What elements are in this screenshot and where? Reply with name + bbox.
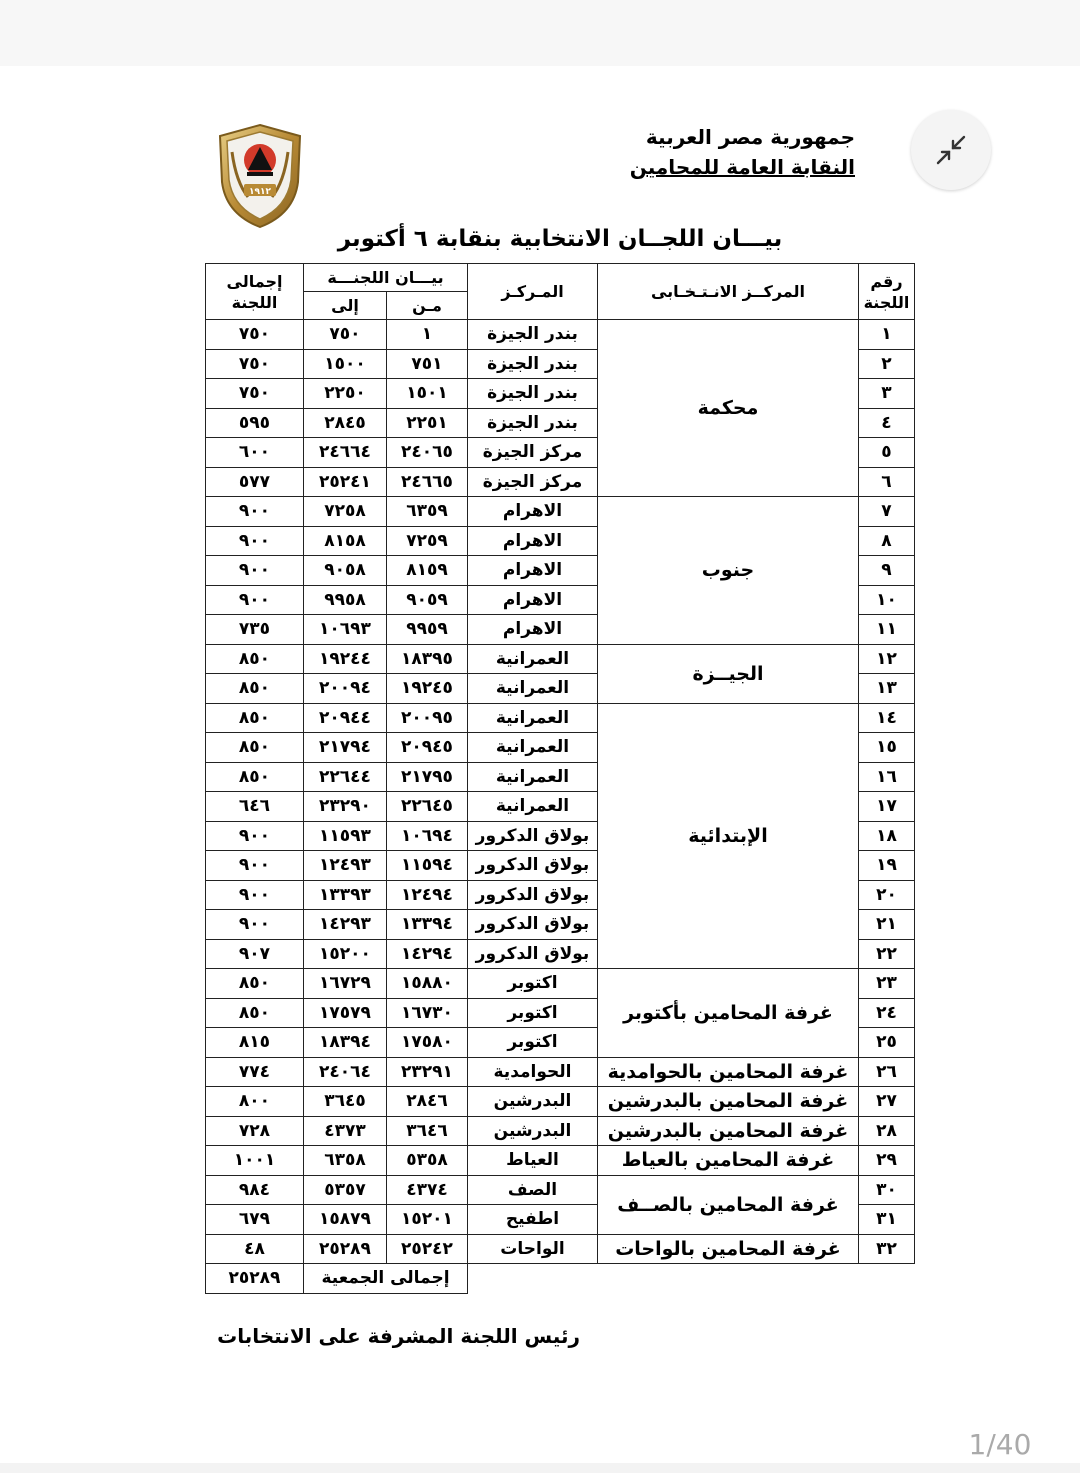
committee-total: ٥٩٥ <box>206 408 304 438</box>
range-to: ٧٢٥٨ <box>304 497 387 527</box>
table-row <box>206 1234 915 1264</box>
table-row <box>206 320 915 350</box>
electoral-center: غرفة المحامين بالعياط <box>598 1146 859 1176</box>
range-to: ٧٥٠ <box>304 320 387 350</box>
range-to: ٢٥٢٨٩ <box>304 1234 387 1264</box>
range-to: ١٤٢٩٣ <box>304 910 387 940</box>
committee-number: ٢٦ <box>859 1057 915 1087</box>
range-to: ١٢٤٩٣ <box>304 851 387 881</box>
markaz-name: بولاق الدكرور <box>468 910 598 940</box>
range-to: ١٠٦٩٣ <box>304 615 387 645</box>
range-to: ١٥٨٧٩ <box>304 1205 387 1235</box>
markaz-name: الاهرام <box>468 585 598 615</box>
range-from: ٦٣٥٩ <box>387 497 468 527</box>
markaz-name: العمرانية <box>468 733 598 763</box>
markaz-name: بندر الجيزة <box>468 349 598 379</box>
range-to: ٨١٥٨ <box>304 526 387 556</box>
markaz-name: اطفيح <box>468 1205 598 1235</box>
electoral-center: الجيــزة <box>598 644 859 703</box>
range-from: ٣٦٤٦ <box>387 1116 468 1146</box>
committee-total: ٧٢٨ <box>206 1116 304 1146</box>
range-from: ٢٣٢٩١ <box>387 1057 468 1087</box>
range-to: ١٣٣٩٣ <box>304 880 387 910</box>
range-from: ٩٩٥٩ <box>387 615 468 645</box>
committee-number: ١٣ <box>859 674 915 704</box>
range-from: ١٥٢٠١ <box>387 1205 468 1235</box>
range-to: ٤٣٧٣ <box>304 1116 387 1146</box>
committees-table <box>205 263 915 1294</box>
markaz-name: الاهرام <box>468 497 598 527</box>
electoral-center: غرفة المحامين بالحوامدية <box>598 1057 859 1087</box>
range-to: ١٩٢٤٤ <box>304 644 387 674</box>
committee-total: ٧٥٠ <box>206 379 304 409</box>
bar-association-emblem-icon <box>214 122 306 230</box>
committee-total: ٩٠٠ <box>206 585 304 615</box>
range-from: ١٧٥٨٠ <box>387 1028 468 1058</box>
letterhead <box>600 122 855 182</box>
committee-number: ١٢ <box>859 644 915 674</box>
table-row <box>206 1087 915 1117</box>
committee-number: ٢ <box>859 349 915 379</box>
electoral-center: جنوب <box>598 497 859 645</box>
table-row <box>206 497 915 527</box>
table-row <box>206 1175 915 1205</box>
committee-number: ٢٩ <box>859 1146 915 1176</box>
table-row <box>206 1146 915 1176</box>
markaz-name: العمرانية <box>468 644 598 674</box>
committee-number: ٢٧ <box>859 1087 915 1117</box>
committee-total: ٩٠٠ <box>206 851 304 881</box>
committee-total: ٦٤٦ <box>206 792 304 822</box>
markaz-name: البدرشين <box>468 1116 598 1146</box>
header-markaz: المـركـز <box>468 264 598 320</box>
range-from: ٩٠٥٩ <box>387 585 468 615</box>
committee-total: ٥٧٧ <box>206 467 304 497</box>
range-from: ١٥٠١ <box>387 379 468 409</box>
range-from: ١٨٣٩٥ <box>387 644 468 674</box>
range-to: ٢١٧٩٤ <box>304 733 387 763</box>
grand-total-spacer <box>468 1264 915 1294</box>
committee-total: ٩٠٠ <box>206 556 304 586</box>
committee-total: ٧٧٤ <box>206 1057 304 1087</box>
committee-total: ٩٠٠ <box>206 821 304 851</box>
range-from: ٤٣٧٤ <box>387 1175 468 1205</box>
markaz-name: العمرانية <box>468 674 598 704</box>
electoral-center: غرفة المحامين بالواحات <box>598 1234 859 1264</box>
viewer-bottom-bar <box>0 1463 1080 1473</box>
markaz-name: بولاق الدكرور <box>468 939 598 969</box>
range-from: ٢٥٢٤٢ <box>387 1234 468 1264</box>
committee-total: ٧٥٠ <box>206 349 304 379</box>
markaz-name: اكتوبر <box>468 1028 598 1058</box>
committee-number: ٥ <box>859 438 915 468</box>
committee-number: ٤ <box>859 408 915 438</box>
range-from: ٨١٥٩ <box>387 556 468 586</box>
range-to: ١٥٢٠٠ <box>304 939 387 969</box>
electoral-center: غرفة المحامين بالصــف <box>598 1175 859 1234</box>
logo-year: ١٩١٢ <box>249 187 271 197</box>
committee-total: ٩٠٠ <box>206 497 304 527</box>
committee-total: ٨٥٠ <box>206 969 304 999</box>
committee-total: ٨٥٠ <box>206 644 304 674</box>
markaz-name: بندر الجيزة <box>468 408 598 438</box>
markaz-name: العمرانية <box>468 762 598 792</box>
committee-total: ٨٥٠ <box>206 762 304 792</box>
markaz-name: العمرانية <box>468 703 598 733</box>
table-row <box>206 644 915 674</box>
markaz-name: بولاق الدكرور <box>468 880 598 910</box>
table-row <box>206 1116 915 1146</box>
committee-total: ٤٨ <box>206 1234 304 1264</box>
committee-number: ٢٢ <box>859 939 915 969</box>
range-to: ٢٣٢٩٠ <box>304 792 387 822</box>
committee-number: ٢٤ <box>859 998 915 1028</box>
committee-number: ٣٠ <box>859 1175 915 1205</box>
range-from: ١٩٢٤٥ <box>387 674 468 704</box>
committee-total: ٨٥٠ <box>206 703 304 733</box>
range-to: ١٨٣٩٤ <box>304 1028 387 1058</box>
range-from: ١٠٦٩٤ <box>387 821 468 851</box>
committee-number: ٦ <box>859 467 915 497</box>
committee-total: ٨٠٠ <box>206 1087 304 1117</box>
committee-total: ٨٥٠ <box>206 998 304 1028</box>
committee-number: ٣ <box>859 379 915 409</box>
committee-number: ٩ <box>859 556 915 586</box>
markaz-name: الصف <box>468 1175 598 1205</box>
markaz-name: بولاق الدكرور <box>468 821 598 851</box>
range-from: ١ <box>387 320 468 350</box>
markaz-name: الاهرام <box>468 615 598 645</box>
committee-total: ٩٠٧ <box>206 939 304 969</box>
committee-number: ٢٥ <box>859 1028 915 1058</box>
markaz-name: مركز الجيزة <box>468 438 598 468</box>
electoral-center: غرفة المحامين بالبدرشين <box>598 1116 859 1146</box>
range-from: ١٥٨٨٠ <box>387 969 468 999</box>
committee-total: ٦٠٠ <box>206 438 304 468</box>
range-to: ٥٣٥٧ <box>304 1175 387 1205</box>
markaz-name: العمرانية <box>468 792 598 822</box>
range-from: ١٦٧٣٠ <box>387 998 468 1028</box>
grand-total-label: إجمالى الجمعية <box>304 1264 468 1294</box>
electoral-center: الإبتدائية <box>598 703 859 969</box>
committee-total: ٩٠٠ <box>206 526 304 556</box>
committee-total: ٨٥٠ <box>206 674 304 704</box>
grand-total-value: ٢٥٢٨٩ <box>206 1264 304 1294</box>
range-to: ٢٥٢٤١ <box>304 467 387 497</box>
range-to: ٩٩٥٨ <box>304 585 387 615</box>
organization-name: النقابة العامة للمحامين <box>629 155 855 179</box>
header-electoral-center: المركــز الانـتـخـابى <box>598 264 859 320</box>
range-from: ١٤٢٩٤ <box>387 939 468 969</box>
committee-number: ٢١ <box>859 910 915 940</box>
range-to: ٢٤٦٦٤ <box>304 438 387 468</box>
collapse-arrows-icon <box>934 133 968 167</box>
range-to: ٢٨٤٥ <box>304 408 387 438</box>
markaz-name: الحوامدية <box>468 1057 598 1087</box>
minimize-button[interactable] <box>911 110 991 190</box>
range-to: ٢٤٠٦٤ <box>304 1057 387 1087</box>
range-to: ١١٥٩٣ <box>304 821 387 851</box>
committee-number: ٣١ <box>859 1205 915 1235</box>
committee-total: ٨١٥ <box>206 1028 304 1058</box>
markaz-name: اكتوبر <box>468 969 598 999</box>
header-committee-number: رقم اللجنة <box>859 264 915 320</box>
header-committee-total: إجمالى اللجنة <box>206 264 304 320</box>
committee-total: ٧٥٠ <box>206 320 304 350</box>
range-from: ٢٤٠٦٥ <box>387 438 468 468</box>
table-row <box>206 969 915 999</box>
committee-total: ٩٠٠ <box>206 910 304 940</box>
range-to: ١٥٠٠ <box>304 349 387 379</box>
committee-number: ٢٣ <box>859 969 915 999</box>
committee-total: ١٠٠١ <box>206 1146 304 1176</box>
range-from: ٢٠٠٩٥ <box>387 703 468 733</box>
committee-number: ٧ <box>859 497 915 527</box>
markaz-name: الواحات <box>468 1234 598 1264</box>
range-from: ٧٥١ <box>387 349 468 379</box>
markaz-name: البدرشين <box>468 1087 598 1117</box>
committee-number: ١٧ <box>859 792 915 822</box>
range-from: ٢٠٩٤٥ <box>387 733 468 763</box>
range-from: ٢٢٥١ <box>387 408 468 438</box>
range-from: ٢٨٤٦ <box>387 1087 468 1117</box>
markaz-name: الاهرام <box>468 556 598 586</box>
range-from: ٧٢٥٩ <box>387 526 468 556</box>
range-to: ١٦٧٢٩ <box>304 969 387 999</box>
committee-number: ١٨ <box>859 821 915 851</box>
range-from: ١١٥٩٤ <box>387 851 468 881</box>
viewer-top-bar <box>0 0 1080 66</box>
committee-number: ١١ <box>859 615 915 645</box>
header-to: إلى <box>304 292 387 320</box>
table-row <box>206 703 915 733</box>
markaz-name: الاهرام <box>468 526 598 556</box>
range-to: ١٧٥٧٩ <box>304 998 387 1028</box>
committee-total: ٧٣٥ <box>206 615 304 645</box>
committee-total: ٩٠٠ <box>206 880 304 910</box>
committee-total: ٦٧٩ <box>206 1205 304 1235</box>
committee-number: ١ <box>859 320 915 350</box>
electoral-center: غرفة المحامين بالبدرشين <box>598 1087 859 1117</box>
range-to: ٩٠٥٨ <box>304 556 387 586</box>
table-row <box>206 1057 915 1087</box>
committee-number: ١٩ <box>859 851 915 881</box>
markaz-name: بولاق الدكرور <box>468 851 598 881</box>
markaz-name: اكتوبر <box>468 998 598 1028</box>
committee-number: ١٥ <box>859 733 915 763</box>
markaz-name: بندر الجيزة <box>468 379 598 409</box>
committee-total: ٨٥٠ <box>206 733 304 763</box>
range-to: ٦٣٥٨ <box>304 1146 387 1176</box>
header-from: مـن <box>387 292 468 320</box>
committee-number: ٢٠ <box>859 880 915 910</box>
grand-total-row <box>206 1264 915 1294</box>
committee-number: ١٤ <box>859 703 915 733</box>
electoral-center: محكمة <box>598 320 859 497</box>
country-name: جمهورية مصر العربية <box>645 125 855 149</box>
committee-number: ٨ <box>859 526 915 556</box>
electoral-center: غرفة المحامين بأكتوبر <box>598 969 859 1058</box>
range-from: ١٢٤٩٤ <box>387 880 468 910</box>
range-to: ٢٠٠٩٤ <box>304 674 387 704</box>
range-to: ٢٢٥٠ <box>304 379 387 409</box>
markaz-name: مركز الجيزة <box>468 467 598 497</box>
range-to: ٣٦٤٥ <box>304 1087 387 1117</box>
committee-number: ١٠ <box>859 585 915 615</box>
range-from: ٥٣٥٨ <box>387 1146 468 1176</box>
committee-number: ٢٨ <box>859 1116 915 1146</box>
range-from: ٢١٧٩٥ <box>387 762 468 792</box>
footer-signature-line: رئيس اللجنة المشرفة على الانتخابات <box>217 1324 580 1348</box>
range-from: ١٣٣٩٤ <box>387 910 468 940</box>
header-committee-range: بيـــان اللجنـــة <box>304 264 468 292</box>
range-from: ٢٢٦٤٥ <box>387 792 468 822</box>
range-to: ٢٢٦٤٤ <box>304 762 387 792</box>
markaz-name: بندر الجيزة <box>468 320 598 350</box>
document-title: بيـــان اللجــان الانتخابية بنقابة ٦ أكتوبر <box>337 226 783 252</box>
committee-number: ٣٢ <box>859 1234 915 1264</box>
table-body <box>206 320 915 1294</box>
range-to: ٢٠٩٤٤ <box>304 703 387 733</box>
committee-total: ٩٨٤ <box>206 1175 304 1205</box>
committee-number: ١٦ <box>859 762 915 792</box>
range-from: ٢٤٦٦٥ <box>387 467 468 497</box>
page-indicator: 1/40 <box>968 1428 1032 1461</box>
markaz-name: العياط <box>468 1146 598 1176</box>
